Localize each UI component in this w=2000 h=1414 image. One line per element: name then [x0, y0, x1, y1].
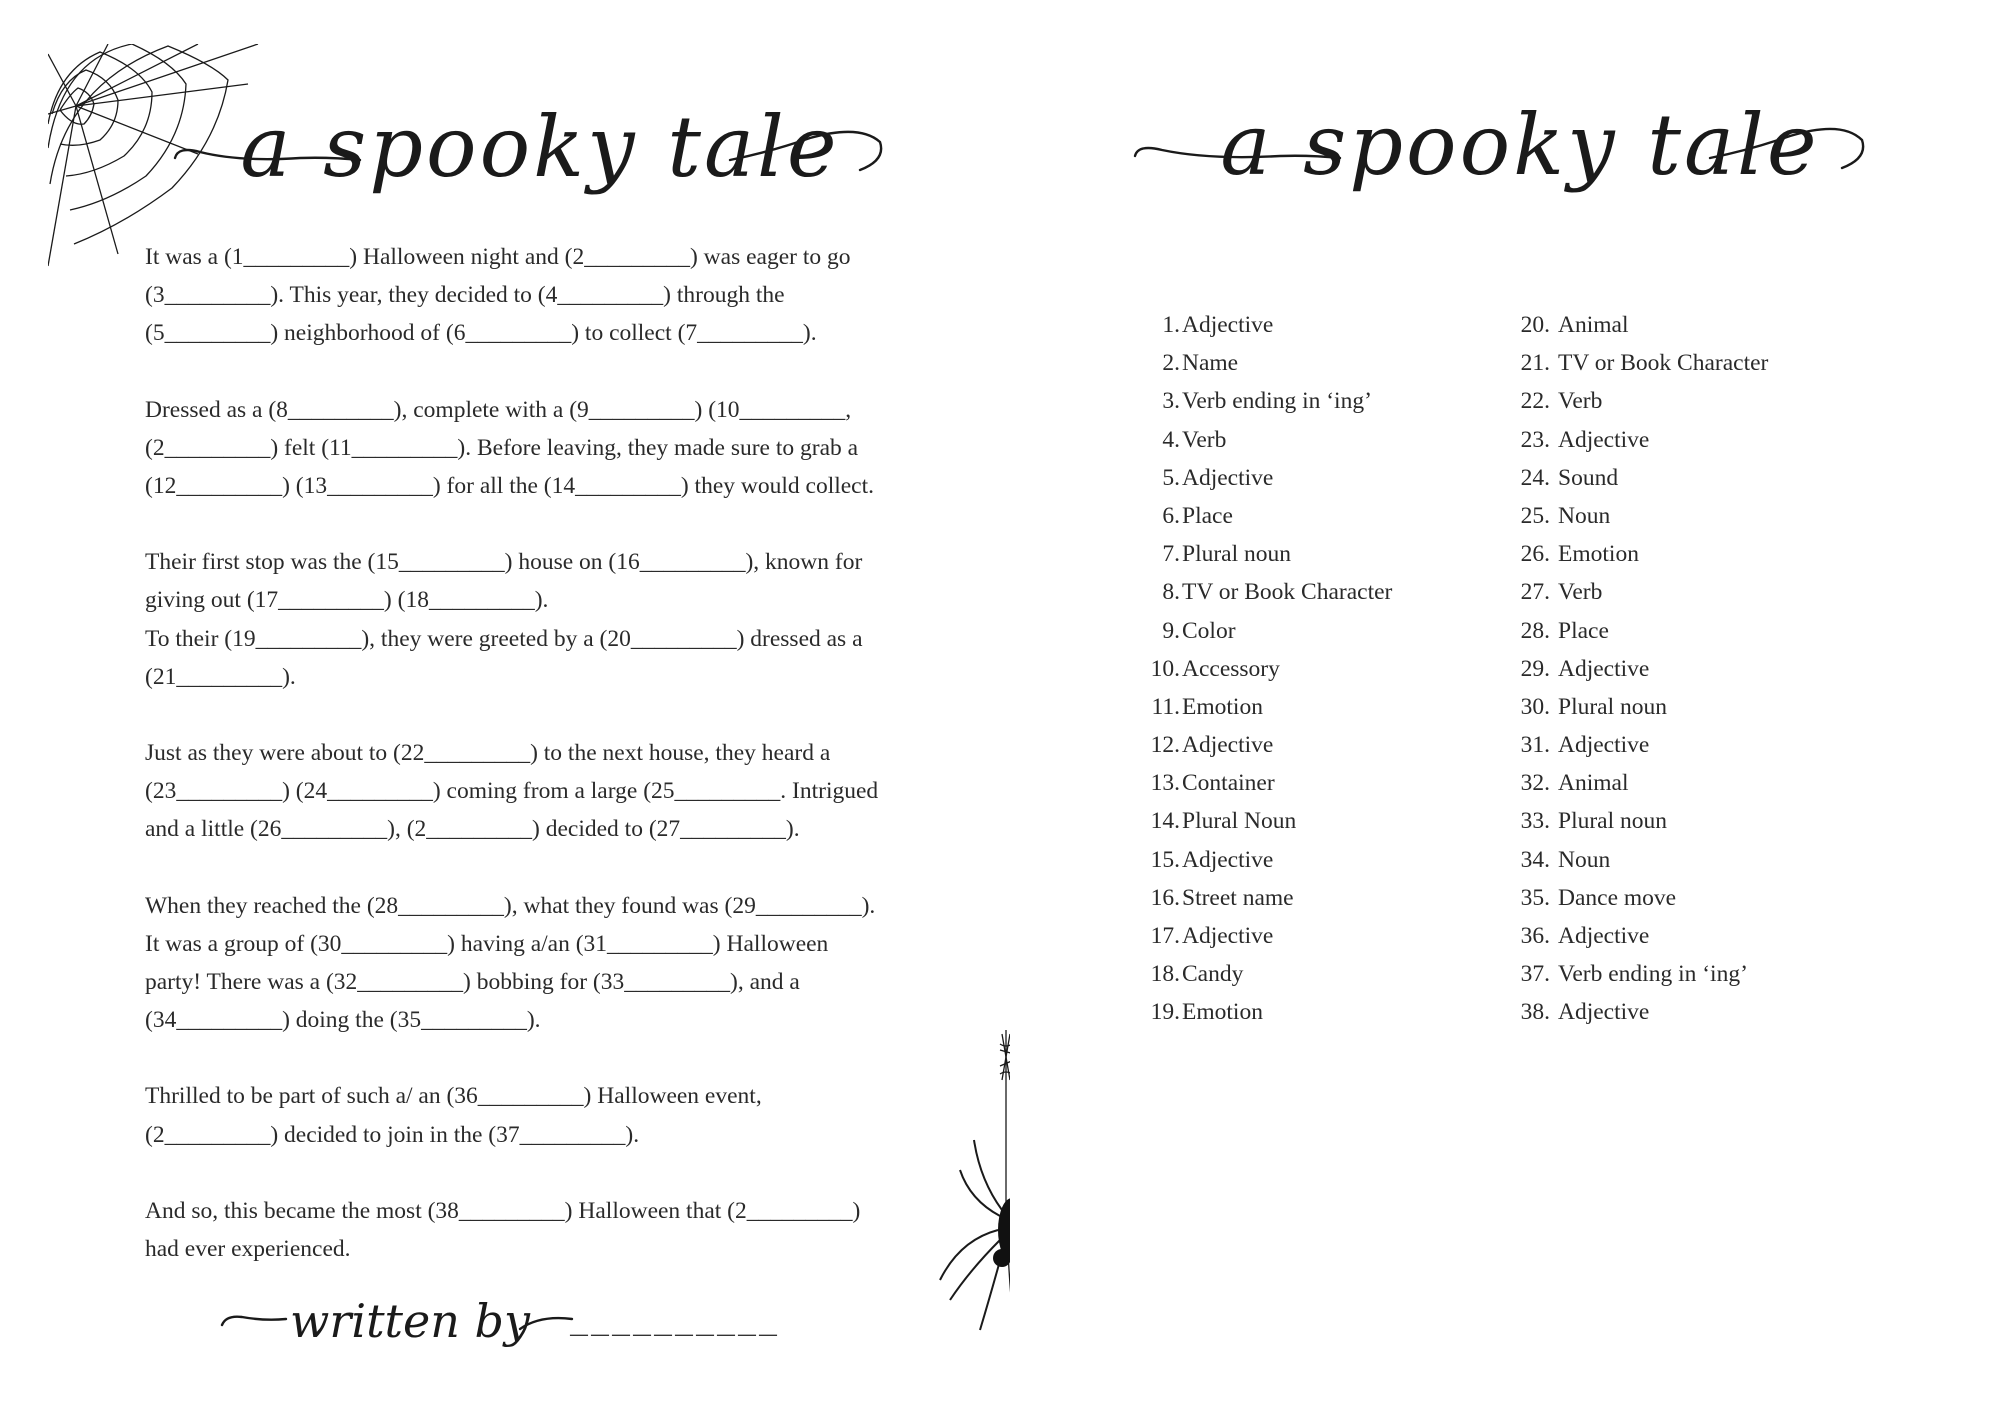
list-item-number: 24.: [1520, 464, 1550, 491]
list-item: [1510, 612, 1768, 650]
list-item-number: 32.: [1520, 770, 1550, 797]
list-item-label: Accessory: [1182, 655, 1280, 682]
list-item-label: Verb: [1558, 579, 1603, 606]
list-item-label: Plural noun: [1182, 541, 1292, 568]
list-item: [1128, 917, 1392, 955]
story-line: (23_________) (24_________) coming from a large (25_________. Intrigued: [145, 778, 879, 805]
story-line: Dressed as a (8_________), complete with a (9_________) (10_________,: [145, 396, 852, 423]
list-item-label: Color: [1182, 617, 1236, 644]
list-item-label: Adjective: [1558, 999, 1650, 1026]
list-item-number: 11.: [1151, 693, 1180, 720]
story-line: It was a group of (30_________) having a/an (31_________) Halloween: [145, 930, 829, 957]
story-line: and a little (26_________), (2_________) decided to (27_________).: [145, 816, 800, 843]
story-line: (2_________) decided to join in the (37_________).: [145, 1121, 640, 1148]
story-line: It was a (1_________) Halloween night and (2_________) was eager to go: [145, 244, 851, 270]
list-item: [1128, 344, 1392, 382]
list-item-label: Verb: [1558, 388, 1603, 415]
story-line: had ever experienced.: [145, 1236, 351, 1263]
list-item-number: 31.: [1520, 732, 1550, 759]
list-item-label: Dance move: [1558, 884, 1677, 911]
list-item-number: 30.: [1520, 693, 1550, 720]
list-item: [1128, 993, 1392, 1031]
list-item-number: 5.: [1162, 464, 1180, 491]
list-item-label: Plural noun: [1558, 808, 1668, 835]
story-paragraph: [145, 238, 975, 353]
spider-icon: [920, 1030, 1020, 1360]
list-item: [1510, 917, 1768, 955]
list-item-number: 6.: [1162, 502, 1180, 529]
list-item-number: 35.: [1520, 884, 1550, 911]
list-item: [1128, 459, 1392, 497]
list-item-label: Adjective: [1182, 464, 1274, 491]
list-item-label: Emotion: [1182, 999, 1263, 1026]
story-line: (2_________) felt (11_________). Before leaving, they made sure to grab a: [145, 434, 859, 461]
list-item: [1510, 535, 1768, 573]
story-paragraph: [145, 734, 975, 849]
list-item-number: 19.: [1150, 999, 1180, 1026]
list-item: [1128, 421, 1392, 459]
story-line: (12_________) (13_________) for all the (14_________) they would collect.: [145, 473, 875, 500]
list-item-label: Sound: [1558, 464, 1619, 491]
list-item: [1510, 688, 1768, 726]
list-item: [1128, 497, 1392, 535]
list-item: [1128, 879, 1392, 917]
list-item-label: Noun: [1558, 846, 1611, 873]
list-item-label: Place: [1182, 502, 1233, 529]
list-item-label: Verb: [1182, 426, 1227, 453]
svg-text:a spooky tale: a spooky tale: [1220, 96, 1820, 194]
story-line: party! There was a (32_________) bobbing for (33_________), and a: [145, 969, 800, 996]
word-list-left: [1128, 306, 1392, 1032]
list-item-number: 10.: [1150, 655, 1180, 682]
list-item-label: Adjective: [1182, 312, 1274, 338]
story-line: To their (19_________), they were greeted by a (20_________) dressed as a: [145, 625, 863, 652]
list-item-label: TV or Book Character: [1182, 579, 1393, 606]
list-item-label: Adjective: [1558, 923, 1650, 949]
list-item-number: 27.: [1520, 579, 1550, 606]
list-item: [1510, 841, 1768, 879]
story-line: Thrilled to be part of such a/ an (36_________) Halloween event,: [145, 1083, 762, 1110]
list-item-label: Adjective: [1182, 846, 1274, 873]
list-item-label: Place: [1558, 617, 1609, 644]
list-item: [1128, 306, 1392, 344]
signature-label: written by: [290, 1294, 530, 1348]
list-item: [1128, 535, 1392, 573]
list-item-label: Verb ending in ‘ing’: [1558, 961, 1748, 988]
story-line: (5_________) neighborhood of (6_________) to collect (7_________).: [145, 320, 817, 347]
list-item: [1510, 573, 1768, 611]
list-item-label: Animal: [1558, 312, 1629, 338]
list-item-number: 8.: [1162, 579, 1180, 606]
list-item-number: 22.: [1520, 388, 1550, 415]
story-paragraph: [145, 543, 975, 696]
story-paragraph: [145, 887, 975, 1040]
list-item: [1510, 993, 1768, 1031]
list-item-number: 36.: [1520, 923, 1550, 949]
list-item-label: Animal: [1558, 770, 1629, 797]
list-item-label: Name: [1182, 350, 1239, 377]
list-item-number: 37.: [1520, 961, 1550, 988]
list-item: [1510, 726, 1768, 764]
list-item-number: 28.: [1520, 617, 1550, 644]
list-item-label: Emotion: [1558, 541, 1639, 568]
list-item: [1510, 306, 1768, 344]
list-item-number: 1.: [1162, 312, 1180, 338]
list-item-number: 17.: [1150, 923, 1180, 949]
list-item-number: 13.: [1150, 770, 1180, 797]
list-item: [1128, 688, 1392, 726]
story-text: [145, 238, 975, 1306]
list-item: [1510, 955, 1768, 993]
story-paragraph: [145, 1192, 975, 1268]
story-line: (34_________) doing the (35_________).: [145, 1007, 541, 1034]
list-item-number: 12.: [1150, 732, 1180, 759]
list-item-number: 25.: [1520, 502, 1550, 529]
list-item: [1128, 764, 1392, 802]
list-item-label: Verb ending in ‘ing’: [1182, 388, 1372, 415]
story-line: giving out (17_________) (18_________).: [145, 587, 549, 614]
list-item-number: 33.: [1520, 808, 1550, 835]
list-item-number: 9.: [1162, 617, 1180, 644]
story-line: Just as they were about to (22_________) to the next house, they heard a: [145, 740, 831, 767]
signature-blank[interactable]: __________: [570, 1309, 781, 1343]
story-line: And so, this became the most (38_________) Halloween that (2_________): [145, 1197, 861, 1224]
list-item: [1128, 650, 1392, 688]
list-item-number: 26.: [1520, 541, 1550, 568]
list-item-number: 34.: [1520, 846, 1550, 873]
word-list-title: [1130, 90, 1890, 230]
list-item-label: Adjective: [1558, 655, 1650, 682]
list-item-number: 29.: [1520, 655, 1550, 682]
list-item-number: 21.: [1520, 350, 1550, 377]
list-item: [1128, 573, 1392, 611]
list-item: [1128, 382, 1392, 420]
story-line: When they reached the (28_________), what they found was (29_________).: [145, 892, 876, 919]
list-item-label: Plural noun: [1558, 693, 1668, 720]
list-item-number: 2.: [1162, 350, 1180, 377]
story-line: Their first stop was the (15_________) house on (16_________), known for: [145, 549, 863, 576]
list-item: [1128, 841, 1392, 879]
list-item-label: Candy: [1182, 961, 1244, 988]
list-item-number: 3.: [1162, 388, 1180, 415]
list-item: [1510, 497, 1768, 535]
list-item-label: Adjective: [1558, 426, 1650, 453]
list-item-number: 7.: [1162, 541, 1180, 568]
list-item-number: 16.: [1150, 884, 1180, 911]
list-item: [1510, 421, 1768, 459]
story-line: (3_________). This year, they decided to (4_________) through the: [145, 282, 785, 309]
list-item-label: Street name: [1182, 884, 1294, 911]
list-item-number: 18.: [1150, 961, 1180, 988]
story-line: (21_________).: [145, 663, 296, 690]
list-item-label: Adjective: [1182, 923, 1274, 949]
list-item-label: Emotion: [1182, 693, 1263, 720]
svg-text:a spooky tale: a spooky tale: [240, 98, 840, 196]
list-item: [1510, 459, 1768, 497]
list-item: [1128, 726, 1392, 764]
story-paragraph: [145, 1077, 975, 1153]
story-paragraph: [145, 391, 975, 506]
list-item-number: 38.: [1520, 999, 1550, 1026]
list-item-number: 4.: [1162, 426, 1180, 453]
list-item-number: 20.: [1520, 312, 1550, 338]
list-item-label: TV or Book Character: [1558, 350, 1769, 377]
list-item: [1510, 764, 1768, 802]
list-item-number: 23.: [1520, 426, 1550, 453]
list-item-number: 15.: [1150, 846, 1180, 873]
list-item-label: Noun: [1558, 502, 1611, 529]
list-item: [1128, 955, 1392, 993]
signature-line: [220, 1285, 840, 1375]
list-item: [1510, 879, 1768, 917]
list-item-label: Adjective: [1182, 732, 1274, 759]
list-item-label: Plural Noun: [1182, 808, 1297, 835]
list-item: [1510, 802, 1768, 840]
word-list-right: [1510, 306, 1768, 1032]
list-item: [1128, 612, 1392, 650]
list-item-label: Adjective: [1558, 732, 1650, 759]
page-title: [170, 100, 910, 240]
list-item-label: Container: [1182, 770, 1275, 797]
list-item-number: 14.: [1150, 808, 1180, 835]
list-item: [1510, 650, 1768, 688]
list-item: [1510, 344, 1768, 382]
list-item: [1128, 802, 1392, 840]
list-item: [1510, 382, 1768, 420]
